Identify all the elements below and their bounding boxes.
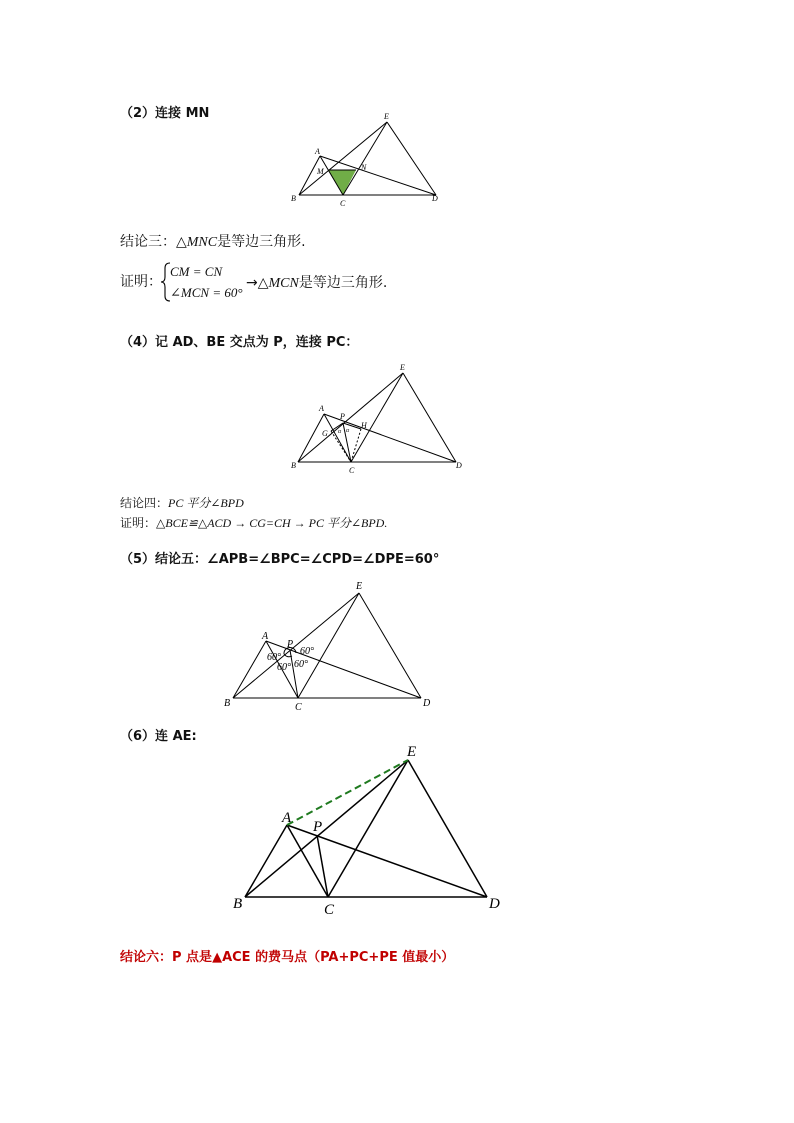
label-C: C [340, 199, 346, 208]
figure-mn [286, 108, 446, 208]
proof-3-line2: ∠MCN = 60° [170, 285, 243, 300]
label-P: P [340, 412, 345, 421]
angle-60-dpe: 60° [300, 646, 314, 657]
angle-60-bpc: 60° [277, 662, 291, 673]
conclusion-3: 结论三：△MNC是等边三角形. [120, 234, 306, 250]
label-D: D [423, 698, 431, 709]
label-N: N [361, 163, 367, 172]
label-D: D [489, 896, 500, 912]
label-M: M [317, 167, 324, 176]
section2-heading: （2）连接 MN [120, 106, 210, 121]
section5-heading: （5）结论五：∠APB=∠BPC=∠CPD=∠DPE=60° [120, 552, 440, 567]
proof-4: 证明：△BCE≌△ACD → CG=CH → PC 平分∠BPD. [120, 516, 388, 530]
proof-3-label: 证明： [120, 274, 162, 290]
section6-heading: （6）连 AE: [120, 729, 197, 744]
label-E: E [384, 112, 389, 121]
triangle-mnc-fill [328, 170, 356, 195]
label-A: A [282, 810, 292, 826]
label-C: C [295, 702, 302, 713]
label-alpha-2: α [346, 428, 350, 434]
label-alpha-1: α [338, 429, 342, 435]
label-E: E [400, 363, 405, 372]
proof-3-line1: CM = CN [170, 264, 223, 279]
label-E: E [356, 581, 363, 592]
section4-heading: （4）记 AD、BE 交点为 P，连接 PC： [120, 335, 359, 350]
label-B: B [233, 896, 243, 912]
label-D: D [456, 461, 462, 470]
label-C: C [324, 902, 335, 918]
conclusion-6: 结论六：P 点是▲ACE 的费马点（PA+PC+PE 值最小） [120, 950, 455, 965]
label-C: C [349, 466, 355, 475]
label-P: P [287, 639, 294, 650]
angle-60-apb: 60° [267, 652, 281, 663]
angle-60-cpd: 60° [294, 659, 308, 670]
label-A: A [315, 147, 320, 156]
proof-3-result: →△MCN是等边三角形. [246, 275, 388, 291]
label-B: B [291, 461, 296, 470]
figure-fermat [230, 740, 510, 918]
label-B: B [291, 194, 296, 203]
label-B: B [224, 698, 231, 709]
triangle-icon: ▲ [212, 950, 223, 965]
label-D: D [432, 194, 438, 203]
label-G: G [322, 429, 328, 438]
conclusion-4: 结论四：PC 平分∠BPD [120, 496, 244, 510]
label-P: P [313, 819, 323, 835]
label-A: A [262, 631, 269, 642]
figure-60-angles [220, 578, 440, 713]
label-E: E [407, 744, 417, 760]
label-H: H [361, 421, 367, 430]
figure-pc [285, 362, 470, 477]
label-A: A [319, 404, 324, 413]
